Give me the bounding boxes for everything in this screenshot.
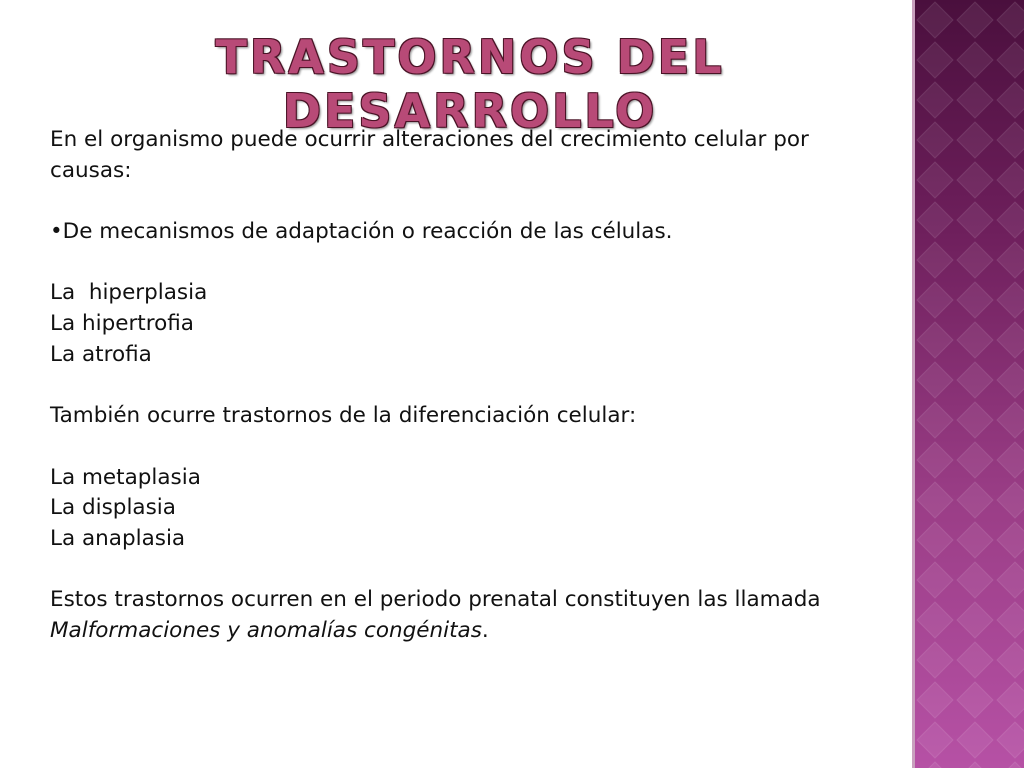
- list-item-hipertrofia: La hipertrofia: [50, 311, 194, 337]
- list-item-metaplasia: La metaplasia: [50, 464, 201, 490]
- diamond-pattern: [915, 0, 1024, 768]
- closing-period: .: [481, 618, 489, 644]
- differentiation-intro: También ocurre trastornos de la diferenciación celular:: [50, 403, 637, 429]
- list-item-anaplasia: La anaplasia: [50, 526, 186, 552]
- list-item-displasia: La displasia: [50, 495, 176, 521]
- closing-italic-term: Malformaciones y anomalías congénitas: [50, 618, 482, 644]
- slide-body: [50, 125, 890, 647]
- list-item-atrofia: La atrofia: [50, 341, 152, 367]
- slide-title: TRASTORNOS DEL DESARROLLO: [215, 30, 725, 138]
- closing-text: Estos trastornos ocurren en el periodo prenatal constituyen las llamada: [50, 587, 821, 613]
- closing-paragraph: [50, 585, 890, 646]
- bullet-item: •De mecanismos de adaptación o reacción de las células.: [50, 219, 673, 245]
- decorative-side-band: [912, 0, 1024, 768]
- list-item-hiperplasia: La hiperplasia: [50, 280, 208, 306]
- intro-paragraph: En el organismo puede ocurrir alteraciones del crecimiento celular por causas:: [50, 127, 809, 183]
